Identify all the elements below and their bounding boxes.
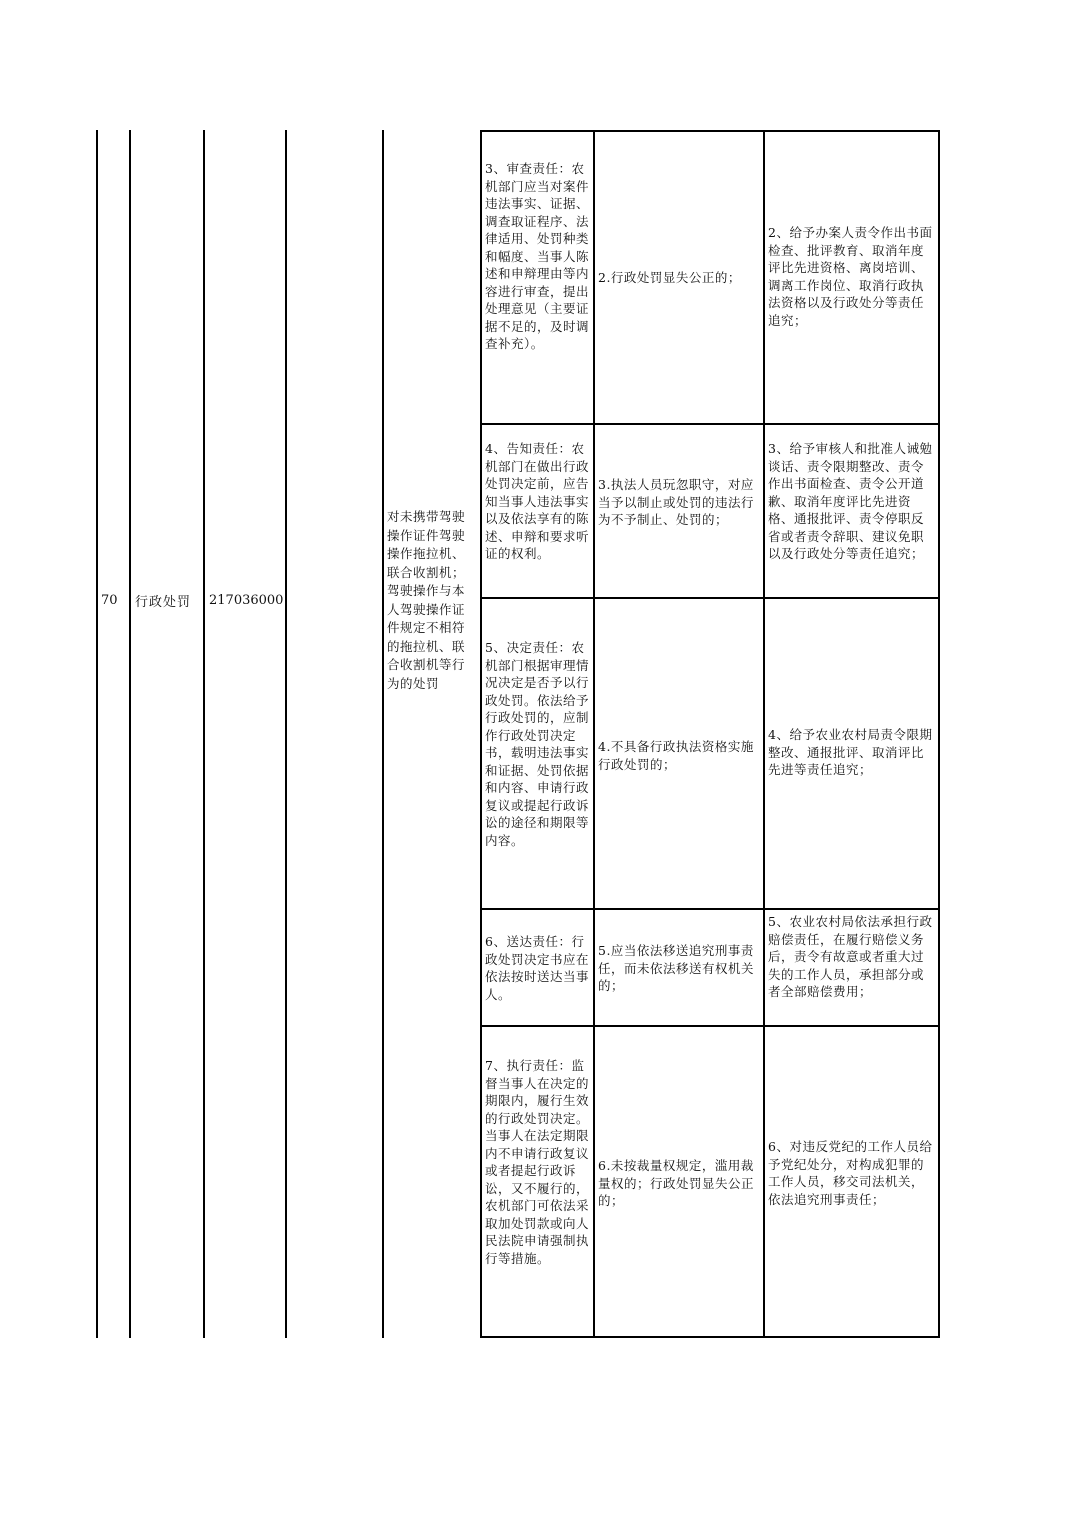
accountability-cell: 3、给予审核人和批准人诫勉谈话、责令限期整改、责令作出书面检查、责令公开道歉、取消年度评比先进资格、通报批评、责令停职反省或者责令辞职、建议免职以及行政处分等责任追究；	[768, 441, 933, 561]
situation-cell: 6.未按裁量权规定，滥用裁量权的；行政处罚显失公正的；	[598, 1158, 755, 1208]
row-separator	[480, 908, 940, 910]
responsibility-cell: 7、执行责任：监督当事人在决定的期限内，履行生效的行政处罚决定。当事人在法定期限内不申请行政复议或者提起行政诉讼，又不履行的，农机部门可依法采取加处罚款或向人民法院申请强制执行等措施。	[485, 1058, 590, 1266]
situation-cell: 3.执法人员玩忽职守，对应当予以制止或处罚的违法行为不予制止、处罚的；	[598, 477, 755, 527]
row-number: 70	[101, 592, 118, 608]
column-rule	[763, 130, 765, 1338]
column-rule	[96, 130, 98, 1338]
situation-cell: 4.不具备行政执法资格实施行政处罚的；	[598, 739, 754, 772]
item-name: 对未携带驾驶操作证件驾驶操作拖拉机、联合收割机；驾驶操作与本人驾驶操作证件规定不相符的拖拉机、联合收割机等行为的处罚	[387, 509, 466, 691]
responsibility-cell: 4、告知责任：农机部门在做出行政处罚决定前，应告知当事人违法事实以及依法享有的陈述、申辩和要求听证的权利。	[485, 441, 590, 561]
responsibility-cell: 3、审查责任：农机部门应当对案件违法事实、证据、调查取证程序、法律适用、处罚种类和幅度、当事人陈述和申辩理由等内容进行审查，提出处理意见（主要证据不足的，及时调查补充）。	[485, 161, 590, 351]
column-rule	[285, 130, 287, 1338]
accountability-cell: 2、给予办案人责令作出书面检查、批评教育、取消年度评比先进资格、离岗培训、调离工作岗位、取消行政执法资格以及行政处分等责任追究；	[768, 225, 933, 328]
situation-cell: 2.行政处罚显失公正的；	[598, 270, 741, 285]
situation-cell: 5.应当依法移送追究刑事责任，而未依法移送有权机关的；	[598, 943, 755, 993]
column-rule	[203, 130, 205, 1338]
accountability-cell: 5、农业农村局依法承担行政赔偿责任，在履行赔偿义务后，责令有故意或者重大过失的工作人员，承担部分或者全部赔偿费用；	[768, 914, 933, 999]
responsibility-cell: 6、送达责任：行政处罚决定书应在依法按时送达当事人。	[485, 934, 590, 1002]
row-separator	[480, 423, 940, 425]
row-separator	[480, 597, 940, 599]
row-category: 行政处罚	[135, 594, 192, 610]
column-rule	[593, 130, 595, 1338]
accountability-cell: 4、给予农业农村局责令限期整改、通报批评、取消评比先进等责任追究；	[768, 727, 933, 777]
column-rule	[382, 130, 384, 1338]
accountability-cell: 6、对违反党纪的工作人员给予党纪处分，对构成犯罪的工作人员，移交司法机关，依法追究刑事责任；	[768, 1139, 933, 1207]
column-rule	[129, 130, 131, 1338]
row-separator	[480, 1025, 940, 1027]
responsibility-cell: 5、决定责任：农机部门根据审理情况决定是否予以行政处罚。依法给予行政处罚的，应制作行政处罚决定书，载明违法事实和证据、处罚依据和内容、申请行政复议或提起行政诉讼的途径和期限等内容。	[485, 640, 590, 848]
row-code: 217036000	[209, 592, 284, 608]
